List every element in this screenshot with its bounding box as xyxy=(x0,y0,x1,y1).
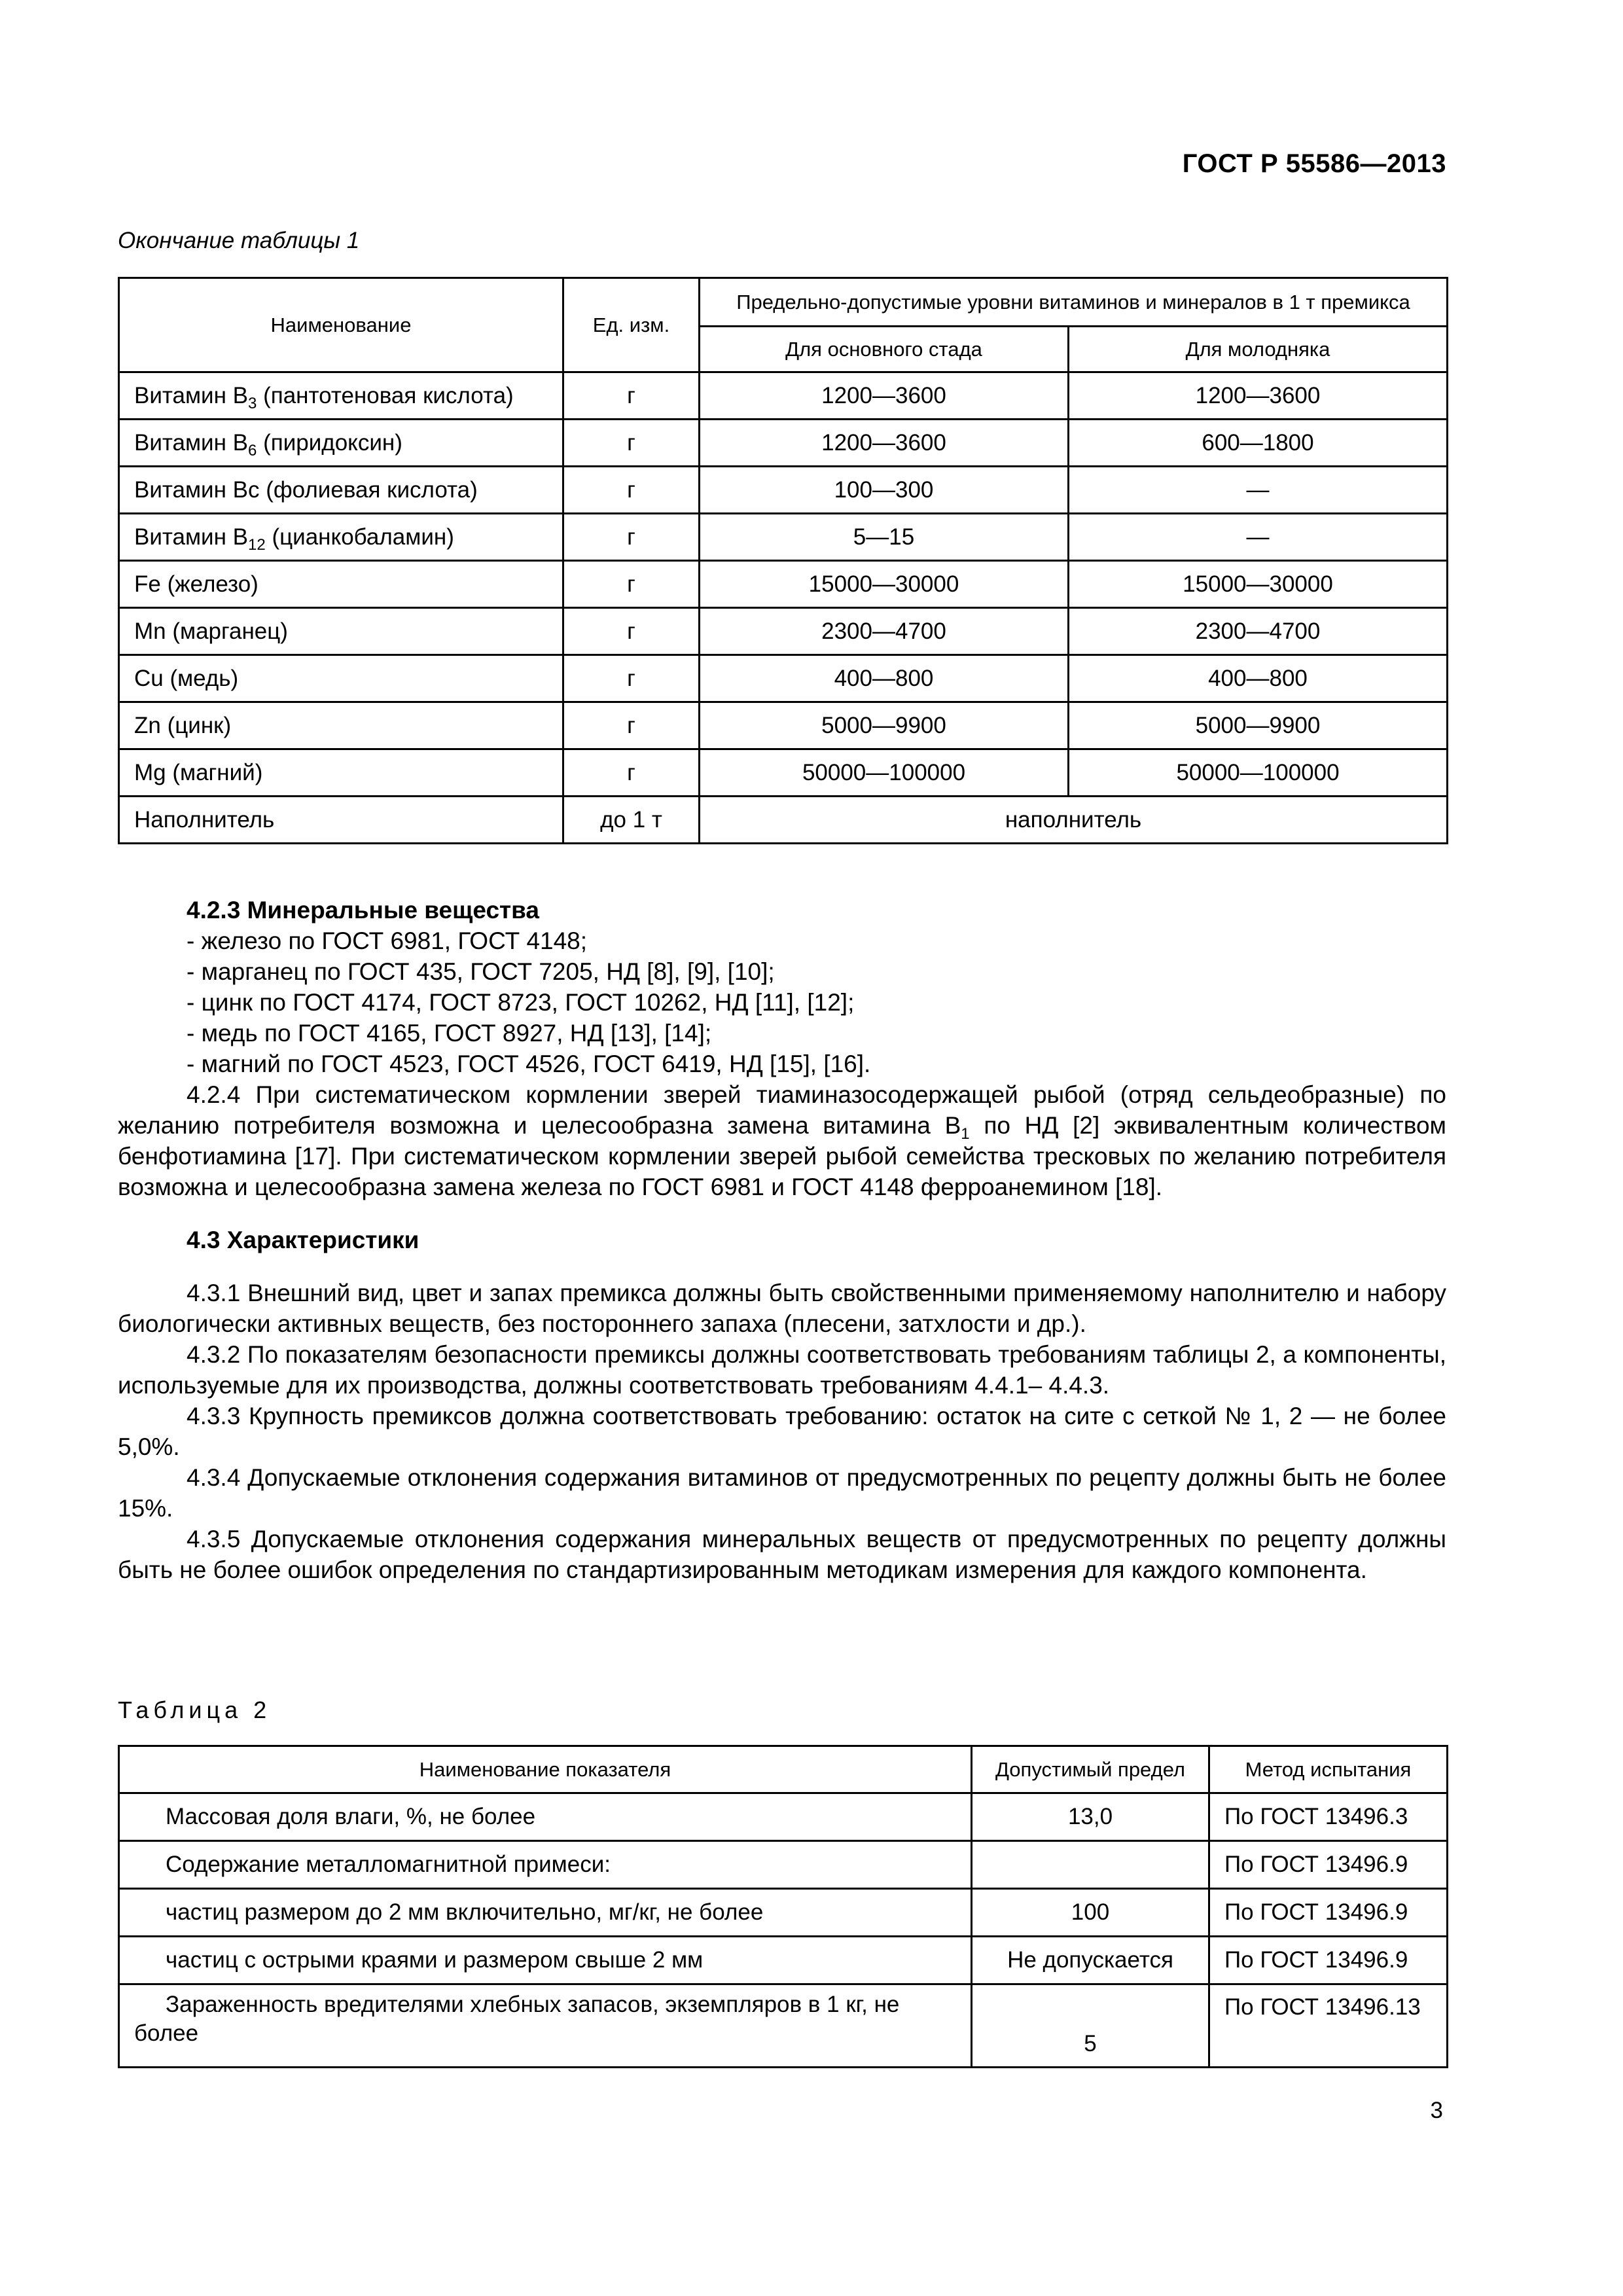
text: (цианкобаламин) xyxy=(265,524,454,550)
table2-limit xyxy=(972,1841,1209,1889)
text: Витамин B xyxy=(134,382,249,408)
table-row xyxy=(119,655,1448,702)
table1-main-herd-value: 50000—100000 xyxy=(700,749,1069,797)
paragraph: 4.3.3 Крупность премиксов должна соответствовать требованию: остаток на сите с сеткой № 1, 2 — не более 5,0%. xyxy=(118,1403,1446,1460)
table2-method: По ГОСТ 13496.9 xyxy=(1209,1937,1448,1984)
table2-method: По ГОСТ 13496.13 xyxy=(1209,1984,1448,2068)
subscript: 6 xyxy=(248,441,257,459)
table2-method: По ГОСТ 13496.3 xyxy=(1209,1793,1448,1841)
table2-indicator: Зараженность вредителями хлебных запасов, экземпляров в 1 кг, не более xyxy=(119,1984,972,2068)
text: (пиридоксин) xyxy=(257,429,402,456)
paragraph: 4.3.5 Допускаемые отклонения содержания минеральных веществ от предусмотренных по рецепту должны быть не более ошибок определения по стандартизированным методикам измерения для каждого компонента. xyxy=(118,1526,1446,1583)
text: Витамин B xyxy=(134,429,249,456)
table1-unit: г xyxy=(563,514,700,561)
text: Mg (магний) xyxy=(134,759,263,785)
table1-main-herd-value: 400—800 xyxy=(700,655,1069,702)
table1-young-value: 15000—30000 xyxy=(1069,561,1448,608)
page-number: 3 xyxy=(1430,2098,1443,2123)
table1-unit: г xyxy=(563,608,700,655)
list-item: - магний по ГОСТ 4523, ГОСТ 4526, ГОСТ 6419, НД [15], [16]. xyxy=(187,1050,871,1077)
document-code: ГОСТ Р 55586—2013 xyxy=(1182,149,1446,178)
table-row xyxy=(119,1937,1448,1984)
paragraph: 4.3.2 По показателям безопасности премиксы должны соответствовать требованиям таблицы 2, а компоненты, используемые для их производства, должны соответствовать требованиям 4.4.1– 4.4.3. xyxy=(118,1341,1446,1399)
table1-main-herd-value: 100—300 xyxy=(700,467,1069,514)
table1-young-value: — xyxy=(1069,514,1448,561)
text: Mn (марганец) xyxy=(134,618,288,644)
table1-young-value: 600—1800 xyxy=(1069,420,1448,467)
paragraph-4-2-4 xyxy=(118,1079,1446,1202)
text: 4.2.4 При систематическом кормлении зверей тиаминазосодержащей рыбой (отряд сельдеобразные) по желанию потребителя возможна и целесообразна замена витамина B xyxy=(118,1081,1446,1139)
table2 xyxy=(118,1745,1448,2068)
table1-name xyxy=(119,467,563,514)
table2-limit: 100 xyxy=(972,1889,1209,1937)
table1-header-name: Наименование xyxy=(119,278,563,372)
table1-main-herd-value: 2300—4700 xyxy=(700,608,1069,655)
text: по НД [2] эквивалентным количеством бенфотиамина [17]. При систематическом кормлении зверей рыбой семейства тресковых по желанию потребителя возможна и целесообразна замена железа по ГОСТ 6981 и ГОСТ 4148 ферроанемином [18]. xyxy=(118,1112,1446,1200)
table2-indicator: частиц размером до 2 мм включительно, мг/кг, не более xyxy=(119,1889,972,1937)
table2-indicator: частиц с острыми краями и размером свыше 2 мм xyxy=(119,1937,972,1984)
table1-unit: г xyxy=(563,702,700,749)
text: Zn (цинк) xyxy=(134,712,232,738)
table2-method: По ГОСТ 13496.9 xyxy=(1209,1841,1448,1889)
table1-name xyxy=(119,749,563,797)
table-row xyxy=(119,702,1448,749)
table1-unit: г xyxy=(563,467,700,514)
table1-filler-value: наполнитель xyxy=(700,797,1448,844)
list-item: - цинк по ГОСТ 4174, ГОСТ 8723, ГОСТ 10262, НД [11], [12]; xyxy=(187,989,855,1016)
table1-young-value: 5000—9900 xyxy=(1069,702,1448,749)
table1-young-value: — xyxy=(1069,467,1448,514)
table1-main-herd-value: 5—15 xyxy=(700,514,1069,561)
table1-main-herd-value: 1200—3600 xyxy=(700,420,1069,467)
table1 xyxy=(118,277,1448,844)
table1-young-value: 2300—4700 xyxy=(1069,608,1448,655)
table1-name xyxy=(119,702,563,749)
subscript: 12 xyxy=(248,535,266,554)
table1-name xyxy=(119,655,563,702)
table1-unit: г xyxy=(563,372,700,420)
table1-filler-unit: до 1 т xyxy=(563,797,700,844)
table2-header-indicator: Наименование показателя xyxy=(119,1746,972,1793)
subscript: 1 xyxy=(961,1125,970,1143)
table1-name xyxy=(119,420,563,467)
section-4-2-3 xyxy=(118,895,1446,1585)
table1-name xyxy=(119,608,563,655)
table1-main-herd-value: 5000—9900 xyxy=(700,702,1069,749)
text: Витамин Вс (фолиевая кислота) xyxy=(134,476,478,503)
paragraph: 4.3.1 Внешний вид, цвет и запах премикса должны быть свойственными применяемому наполнителю и набору биологически активных веществ, без постороннего запаха (плесени, затхлости и др.). xyxy=(118,1280,1446,1337)
list-item: - марганец по ГОСТ 435, ГОСТ 7205, НД [8], [9], [10]; xyxy=(187,958,775,985)
table1-unit: г xyxy=(563,420,700,467)
table-row xyxy=(119,1841,1448,1889)
text: Fe (железо) xyxy=(134,571,259,597)
table1-name xyxy=(119,561,563,608)
table1-caption: Окончание таблицы 1 xyxy=(118,228,360,253)
table1-name xyxy=(119,514,563,561)
table1-header-main-herd: Для основного стада xyxy=(700,327,1069,372)
table2-limit: 5 xyxy=(972,1984,1209,2068)
table2-header-method: Метод испытания xyxy=(1209,1746,1448,1793)
text: (пантотеновая кислота) xyxy=(257,382,514,408)
table1-header-group: Предельно-допустимые уровни витаминов и минералов в 1 т премикса xyxy=(700,278,1448,327)
table-row xyxy=(119,372,1448,420)
section-heading: 4.3 Характеристики xyxy=(187,1227,419,1253)
table1-young-value: 1200—3600 xyxy=(1069,372,1448,420)
table-row xyxy=(119,561,1448,608)
table-row xyxy=(119,797,1448,844)
list-item: - железо по ГОСТ 6981, ГОСТ 4148; xyxy=(187,927,588,954)
table1-name xyxy=(119,372,563,420)
table-row xyxy=(119,608,1448,655)
table1-unit: г xyxy=(563,561,700,608)
table1-filler-name: Наполнитель xyxy=(119,797,563,844)
table2-limit: 13,0 xyxy=(972,1793,1209,1841)
table1-main-herd-value: 1200—3600 xyxy=(700,372,1069,420)
text: Витамин B xyxy=(134,524,249,550)
table-row xyxy=(119,514,1448,561)
table1-unit: г xyxy=(563,655,700,702)
list-item: - медь по ГОСТ 4165, ГОСТ 8927, НД [13], [14]; xyxy=(187,1020,712,1047)
table-row xyxy=(119,1984,1448,2068)
table2-limit: Не допускается xyxy=(972,1937,1209,1984)
table-row xyxy=(119,1889,1448,1937)
subscript: 3 xyxy=(248,394,257,412)
table2-header-limit: Допустимый предел xyxy=(972,1746,1209,1793)
table1-header-unit: Ед. изм. xyxy=(563,278,700,372)
table2-indicator: Содержание металломагнитной примеси: xyxy=(119,1841,972,1889)
table1-young-value: 50000—100000 xyxy=(1069,749,1448,797)
table2-caption: Таблица 2 xyxy=(118,1696,272,1723)
text: Cu (медь) xyxy=(134,665,239,691)
table-row xyxy=(119,420,1448,467)
table1-main-herd-value: 15000—30000 xyxy=(700,561,1069,608)
table-row xyxy=(119,467,1448,514)
table-row xyxy=(119,1793,1448,1841)
table1-header-young: Для молодняка xyxy=(1069,327,1448,372)
paragraph: 4.3.4 Допускаемые отклонения содержания витаминов от предусмотренных по рецепту должны быть не более 15%. xyxy=(118,1464,1446,1522)
section-heading: 4.2.3 Минеральные вещества xyxy=(187,897,539,924)
table-row xyxy=(119,749,1448,797)
table1-young-value: 400—800 xyxy=(1069,655,1448,702)
table1-unit: г xyxy=(563,749,700,797)
table2-indicator: Массовая доля влаги, %, не более xyxy=(119,1793,972,1841)
table2-method: По ГОСТ 13496.9 xyxy=(1209,1889,1448,1937)
